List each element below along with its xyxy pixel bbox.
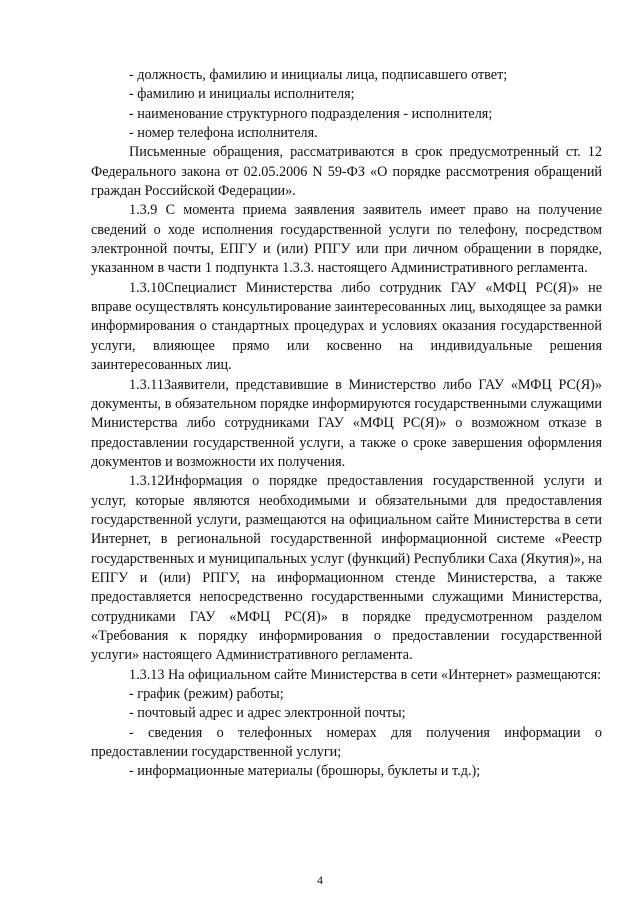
list-item-address: - почтовый адрес и адрес электронной почты; xyxy=(129,705,406,722)
paragraph-1-3-10: 1.3.10Специалист Министерства либо сотрудник ГАУ «МФЦ РС(Я)» не вправе осуществлять консультирование заинтересованных лиц, выходящее за рамки информирования о стандартных процедурах и условиях оказания государственной услуги, влияющее прямо или косвенно на индивидуальные решения заинтересованных лиц. xyxy=(91,279,602,374)
paragraph-1-3-11: 1.3.11Заявители, представившие в Министерство либо ГАУ «МФЦ РС(Я)» документы, в обязательном порядке информируются государственными служащими Министерства либо сотрудниками ГАУ «МФЦ РС(Я)» о возможном отказе в предоставлении государственной услуги, а также о сроке завершения оформления документов и возможности их получения. xyxy=(91,376,602,470)
list-item-department: - наименование структурного подразделения - исполнителя; xyxy=(129,105,493,122)
list-item-schedule: - график (режим) работы; xyxy=(129,686,284,702)
paragraph-1-3-13: 1.3.13 На официальном сайте Министерства в сети «Интернет» размещаются: xyxy=(129,666,602,683)
list-item-executor-name: - фамилию и инициалы исполнителя; xyxy=(129,86,355,103)
list-item-materials: - информационные материалы (брошюры, буклеты и т.д.); xyxy=(129,763,481,780)
paragraph-1-3-9: 1.3.9 С момента приема заявления заявитель имеет право на получение сведений о ходе исполнения государственной услуги по телефону, посредством электронной почты, ЕПГУ и (или) РПГУ или при личном обращении в порядке, указанном в части 1 подпункта 1.3.3. настоящего Административного регламента. xyxy=(91,202,602,277)
paragraph-1-3-12: 1.3.12Информация о порядке предоставления государственной услуги и услуг, которые являются необходимыми и обязательными для предоставления государственной услуги, размещаются на официальном сайте Министерства в сети Интернет, в региональной государственной информационной системе «Реестр государственных и муниципальных услуг (функций) Республики Саха (Якутия)», на ЕПГУ и (или) РПГУ, на информационном стенде Министерства, а также предоставляется непосредственно государственными служащими Министерства, сотрудниками ГАУ «МФЦ РС(Я)» в порядке предусмотренном разделом «Требования к порядку информирования о предоставлении государственной услуги» настоящего Административного регламента. xyxy=(91,473,602,664)
list-item-position: - должность, фамилию и инициалы лица, подписавшего ответ; xyxy=(129,67,508,83)
paragraph-written-requests: Письменные обращения, рассматриваются в срок предусмотренный ст. 12 Федерального закона от 02.05.2006 N 59-ФЗ «О порядке рассмотрения обращений граждан Российской Федерации». xyxy=(91,144,602,200)
list-item-phone: - номер телефона исполнителя. xyxy=(129,125,318,142)
list-item-phone-info: - сведения о телефонных номерах для получения информации о предоставлении государственной услуги; xyxy=(91,724,602,761)
document-body xyxy=(91,66,602,782)
page-number: 4 xyxy=(317,873,323,887)
